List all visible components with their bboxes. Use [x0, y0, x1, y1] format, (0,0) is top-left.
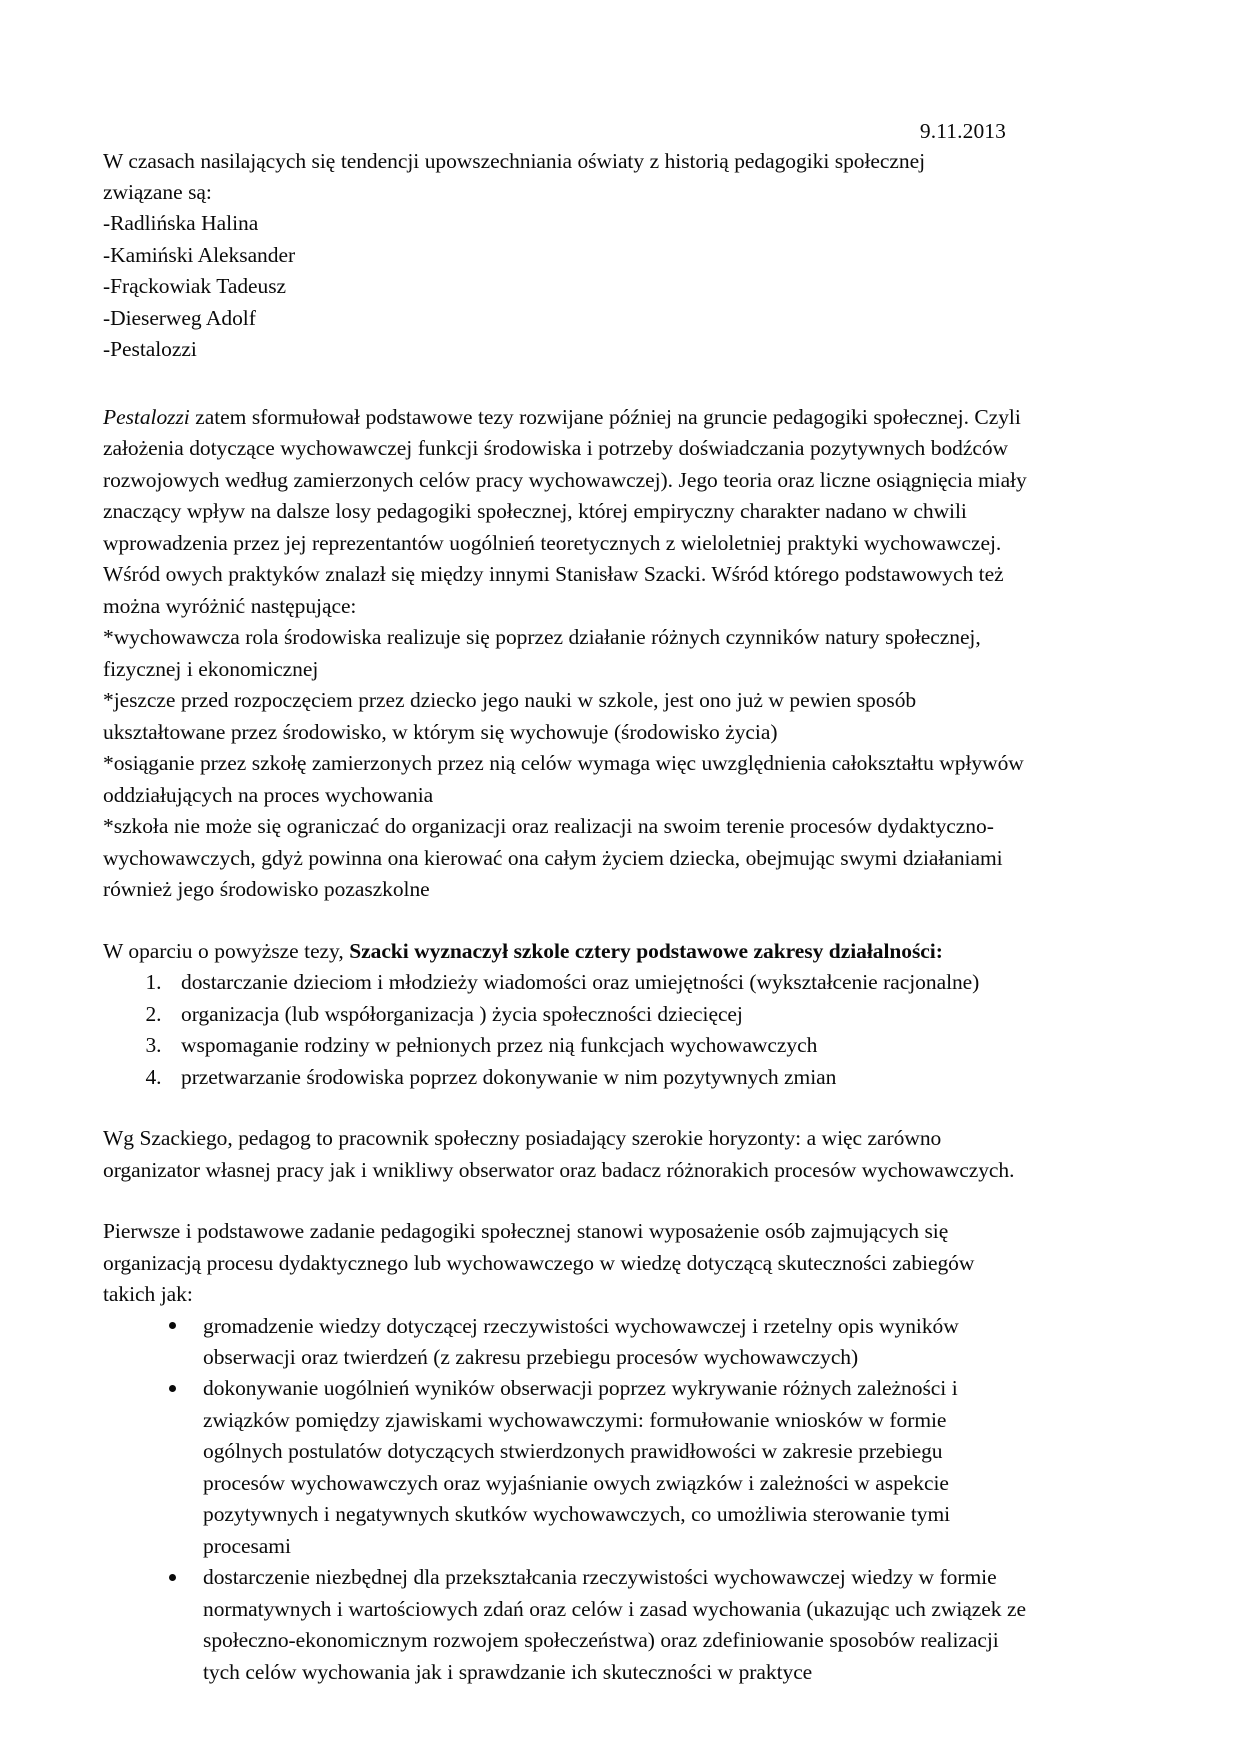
- star-point: *osiąganie przez szkołę zamierzonych przez nią celów wymaga więc uwzględnienia całokształtu wpływów oddziałujących na proces wychowania: [103, 751, 1024, 807]
- intro-lead-line-2: związane są:: [103, 180, 212, 204]
- list-item: [165, 1311, 1028, 1374]
- szacki-heading-prefix: W oparciu o powyższe tezy,: [103, 938, 350, 963]
- pestalozzi-emphasis: Pestalozzi: [103, 404, 190, 429]
- list-item-text: dostarczenie niezbędnej dla przekształcania rzeczywistości wychowawczej wiedzy w formie normatywnych i wartościowych zdań oraz celów i zasad wychowania (ukazując uch związek ze społeczno-ekonomicznym rozwojem społeczeństwa) oraz zdefiniowanie sposobów realizacji tych celów wychowania jak i sprawdzanie ich skuteczności w praktyce: [203, 1565, 1026, 1684]
- list-item: [165, 1373, 1028, 1562]
- spacer: [103, 366, 1028, 402]
- list-item: 2. organizacja (lub współorganizacja ) życia społeczności dziecięcej: [167, 999, 1028, 1030]
- list-item-text: gromadzenie wiedzy dotyczącej rzeczywistości wychowawczej i rzetelny opis wyników obserwacji oraz twierdzeń (z zakresu przebiegu procesów wychowawczych): [203, 1313, 959, 1369]
- szacki-numbered-list: [103, 967, 1028, 1093]
- list-item: 3. wspomaganie rodziny w pełnionych przez nią funkcjach wychowawczych: [167, 1030, 1028, 1061]
- zadanie-paragraph: Pierwsze i podstawowe zadanie pedagogiki społecznej stanowi wyposażenie osób zajmujących się organizacją procesu dydaktycznego lub wychowawczego w wiedzę dotyczącą skuteczności zabiegów takich jak:: [103, 1219, 975, 1307]
- pestalozzi-body: zatem sformułował podstawowe tezy rozwijane później na gruncie pedagogiki społecznej. Czyli założenia dotyczące wychowawczej funkcji środowiska i potrzeby doświadczania pozytywnych bodźców rozwojowych według zamierzonych celów pracy wychowawczej). Jego teoria oraz liczne osiągnięcia miały znaczący wpływ na dalsze losy pedagogiki społecznej, której empiryczny charakter nadano w chwili wprowadzenia przez jej reprezentantów uogólnień teoretycznych z wieloletniej praktyki wychowawczej. Wśród owych praktyków znalazł się między innymi Stanisław Szacki. Wśród którego podstawowych też można wyróżnić następujące:: [103, 404, 1027, 618]
- bullet-icon: [169, 1385, 176, 1392]
- list-item: -Pestalozzi: [103, 337, 197, 362]
- spacer: [103, 1186, 1028, 1216]
- star-point: *wychowawcza rola środowiska realizuje się poprzez działanie różnych czynników natury społecznej, fizycznej i ekonomicznej: [103, 625, 981, 681]
- spacer: [103, 1093, 1028, 1123]
- list-item: -Radlińska Halina: [103, 211, 259, 236]
- spacer: [103, 906, 1028, 936]
- szacki-heading: [103, 936, 1028, 967]
- document-date: 9.11.2013: [919, 119, 1006, 143]
- zabiegi-bullet-list: [103, 1311, 1028, 1689]
- pedagog-paragraph: Wg Szackiego, pedagog to pracownik społeczny posiadający szerokie horyzonty: a więc zarówno organizator własnej pracy jak i wnikliwy obserwator oraz badacz różnorakich procesów wychowawczych.: [103, 1126, 1015, 1182]
- intro-lead-line-1: W czasach nasilających się tendencji upowszechniania oświaty z historią pedagogiki społecznej: [103, 148, 926, 173]
- szacki-heading-bold: Szacki wyznaczył szkole cztery podstawowe zakresy działalności:: [349, 938, 943, 963]
- list-item: -Frąckowiak Tadeusz: [103, 274, 287, 299]
- list-item: [165, 1562, 1028, 1688]
- star-point: *szkoła nie może się ograniczać do organizacji oraz realizacji na swoim terenie procesów dydaktyczno-wychowawczych, gdyż powinna ona kierować ona całym życiem dziecka, obejmując swymi działaniami również jego środowisko pozaszkolne: [103, 814, 1003, 902]
- list-item-text: dokonywanie uogólnień wyników obserwacji poprzez wykrywanie różnych zależności i związków pomiędzy zjawiskami wychowawczymi: formułowanie wniosków w formie ogólnych postulatów dotyczących stwierdzonych prawidłowości w zakresie przebiegu procesów wychowawczych oraz wyjaśnianie owych związków i zależności w aspekcie pozytywnych i negatywnych skutków wychowawczych, co umożliwia sterowanie tymi procesami: [203, 1376, 958, 1558]
- list-item: 1. dostarczanie dzieciom i młodzieży wiadomości oraz umiejętności (wykształcenie racjonalne): [167, 967, 1028, 998]
- bullet-icon: [169, 1574, 176, 1581]
- pestalozzi-paragraph: [103, 402, 1028, 622]
- star-point: *jeszcze przed rozpoczęciem przez dziecko jego nauki w szkole, jest ono już w pewien sposób ukształtowane przez środowisko, w którym się wychowuje (środowisko życia): [103, 688, 917, 744]
- list-item: -Dieserweg Adolf: [103, 305, 256, 330]
- list-item: -Kamiński Aleksander: [103, 242, 296, 267]
- bullet-icon: [169, 1322, 176, 1329]
- names-list: [103, 208, 1028, 365]
- document-content: [103, 118, 1028, 1688]
- list-item: 4. przetwarzanie środowiska poprzez dokonywanie w nim pozytywnych zmian: [167, 1062, 1028, 1093]
